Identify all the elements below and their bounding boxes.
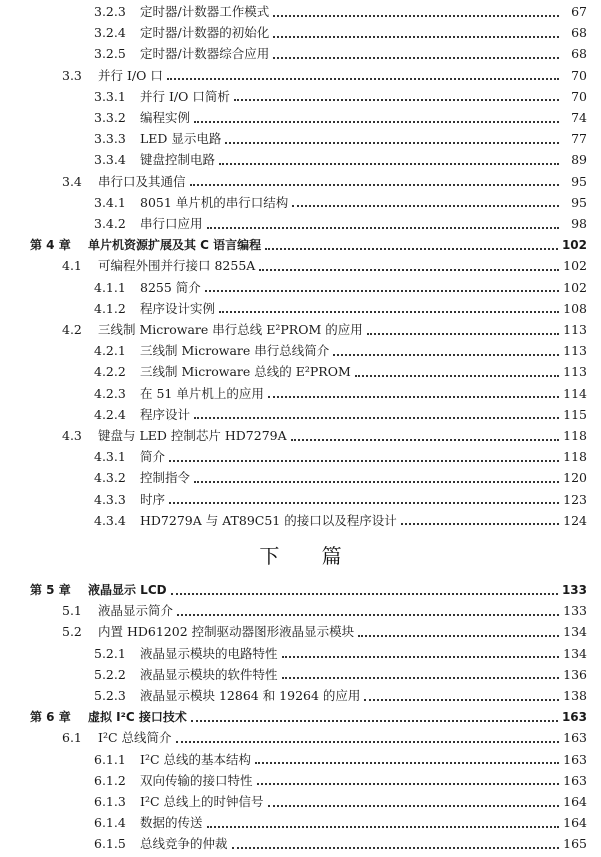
entry-title: LED 显示电路 <box>140 131 222 147</box>
entry-page-number: 133 <box>563 603 587 619</box>
entry-page-number: 113 <box>563 343 587 359</box>
entry-page-number: 138 <box>563 688 587 703</box>
entry-page-number: 74 <box>571 110 587 125</box>
toc-entry[interactable] <box>94 299 587 319</box>
dot-leader <box>169 501 559 504</box>
entry-title: 三线制 Microware 串行总线简介 <box>140 343 330 359</box>
entry-title: I²C 总线简介 <box>98 730 172 746</box>
entry-number: 5.2.1 <box>94 645 126 661</box>
entry-page-number: 102 <box>563 258 587 274</box>
entry-number: 3.3.3 <box>94 131 126 147</box>
entry-title: 在 51 单片机上的应用 <box>140 385 264 401</box>
entry-title: 程序设计 <box>140 406 191 422</box>
toc-entry[interactable] <box>94 2 587 22</box>
entry-number: 5.2 <box>62 624 82 640</box>
dot-leader <box>273 56 559 59</box>
entry-title: 内置 HD61202 控制驱动器图形液晶显示模块 <box>98 624 355 640</box>
entry-title: 总线竞争的仲裁 <box>140 836 228 852</box>
dot-leader <box>259 268 559 271</box>
toc-entry[interactable] <box>94 644 587 664</box>
toc-entry[interactable] <box>94 23 587 43</box>
entry-page-number: 95 <box>571 173 587 189</box>
entry-page-number: 163 <box>563 730 587 746</box>
entry-page-number: 77 <box>571 131 587 147</box>
dot-leader <box>225 141 559 144</box>
dot-leader <box>273 14 559 17</box>
entry-title: 单片机资源扩展及其 C 语言编程 <box>88 238 262 253</box>
dot-leader <box>205 289 559 292</box>
entry-page-number: 118 <box>563 428 587 443</box>
entry-number: 6.1.3 <box>94 794 126 809</box>
dot-leader <box>268 395 559 398</box>
entry-number: 3.3.4 <box>94 152 126 168</box>
entry-title: 三线制 Microware 串行总线 E²PROM 的应用 <box>98 322 363 337</box>
entry-number: 4.2.1 <box>94 343 126 359</box>
entry-number: 3.4 <box>62 173 82 189</box>
entry-title: 简介 <box>140 449 166 465</box>
toc-entry[interactable] <box>62 256 587 276</box>
dot-leader <box>268 804 560 807</box>
toc-entry[interactable] <box>62 622 587 642</box>
entry-title: 可编程外围并行接口 8255A <box>98 258 256 274</box>
entry-page-number: 113 <box>563 364 587 380</box>
dot-leader <box>265 247 558 250</box>
dot-leader <box>257 782 559 785</box>
entry-title: 键盘与 LED 控制芯片 HD7279A <box>98 428 287 443</box>
entry-title: 并行 I/O 口 <box>98 67 163 83</box>
toc-entry[interactable] <box>94 750 587 770</box>
dot-leader <box>367 332 559 335</box>
entry-page-number: 108 <box>563 300 587 316</box>
entry-page-number: 120 <box>563 470 587 486</box>
dot-leader <box>364 698 559 701</box>
dot-leader <box>207 226 559 229</box>
entry-page-number: 164 <box>563 794 587 809</box>
entry-title: 编程实例 <box>140 110 191 125</box>
toc-entry[interactable] <box>62 601 587 621</box>
entry-page-number: 95 <box>571 194 587 210</box>
toc-entry[interactable] <box>94 193 587 213</box>
entry-number: 3.2.5 <box>94 46 126 62</box>
entry-title: 串行口应用 <box>140 216 203 231</box>
entry-title: 液晶显示 LCD <box>88 583 167 597</box>
dot-leader <box>234 98 559 101</box>
entry-page-number: 133 <box>561 583 587 597</box>
dot-leader <box>169 459 559 462</box>
entry-title: 双向传输的接口特性 <box>140 772 253 788</box>
toc-entry[interactable] <box>94 834 587 854</box>
dot-leader <box>282 655 559 658</box>
dot-leader <box>219 310 559 313</box>
entry-number: 4.3.1 <box>94 449 126 465</box>
entry-page-number: 102 <box>561 238 587 253</box>
toc-entry[interactable] <box>94 362 587 382</box>
entry-number: 3.3.2 <box>94 110 126 125</box>
toc-entry[interactable] <box>94 44 587 64</box>
entry-title: 键盘控制电路 <box>140 152 216 168</box>
entry-number: 第 5 章 <box>30 583 71 597</box>
entry-number: 第 4 章 <box>30 238 71 253</box>
entry-title: 控制指令 <box>140 470 191 486</box>
entry-number: 3.3.1 <box>94 88 126 104</box>
entry-number: 4.3.3 <box>94 491 126 507</box>
dot-leader <box>176 740 560 743</box>
toc-entry[interactable] <box>94 686 587 706</box>
entry-number: 6.1.5 <box>94 836 126 852</box>
entry-number: 3.4.1 <box>94 194 126 210</box>
entry-page-number: 98 <box>571 216 587 231</box>
toc-entry[interactable] <box>62 728 587 748</box>
entry-title: 时序 <box>140 491 166 507</box>
dot-leader <box>177 613 559 616</box>
entry-page-number: 70 <box>571 67 587 83</box>
entry-title: 定时器/计数器的初始化 <box>140 25 270 41</box>
entry-title: HD7279A 与 AT89C51 的接口以及程序设计 <box>140 512 397 528</box>
entry-number: 5.1 <box>62 603 82 619</box>
dot-leader <box>273 35 559 38</box>
toc-entry[interactable] <box>62 320 587 340</box>
entry-page-number: 68 <box>571 46 587 62</box>
entry-title: I²C 总线上的时钟信号 <box>140 794 264 809</box>
dot-leader <box>171 592 558 595</box>
toc-entry[interactable] <box>62 426 587 446</box>
dot-leader <box>219 162 559 165</box>
entry-page-number: 124 <box>563 512 587 528</box>
dot-leader <box>167 77 559 80</box>
entry-number: 4.2 <box>62 322 82 337</box>
toc-entry[interactable] <box>94 87 587 107</box>
toc-entry[interactable] <box>94 129 587 149</box>
entry-page-number: 123 <box>563 491 587 507</box>
entry-title: 液晶显示简介 <box>98 603 174 619</box>
entry-number: 6.1.1 <box>94 751 126 767</box>
dot-leader <box>194 416 559 419</box>
entry-page-number: 114 <box>563 385 587 401</box>
toc-entry[interactable] <box>94 490 587 510</box>
toc-chapter[interactable] <box>30 707 587 727</box>
toc-chapter[interactable] <box>30 235 587 255</box>
entry-page-number: 165 <box>563 836 587 852</box>
entry-page-number: 70 <box>571 88 587 104</box>
entry-page-number: 118 <box>563 449 587 465</box>
entry-number: 5.2.2 <box>94 666 126 682</box>
dot-leader <box>190 183 559 186</box>
dot-leader <box>194 120 559 123</box>
dot-leader <box>255 761 559 764</box>
entry-number: 6.1.4 <box>94 815 126 831</box>
entry-title: 液晶显示模块 12864 和 19264 的应用 <box>140 688 361 703</box>
dot-leader <box>194 480 559 483</box>
entry-page-number: 164 <box>563 815 587 831</box>
entry-page-number: 115 <box>563 406 587 422</box>
toc-entry[interactable] <box>94 108 587 128</box>
entry-number: 6.1 <box>62 730 82 746</box>
dot-leader <box>401 522 559 525</box>
toc-entry[interactable] <box>94 813 587 833</box>
entry-title: 定时器/计数器综合应用 <box>140 46 270 62</box>
entry-number: 4.2.2 <box>94 364 126 380</box>
part-title: 下 篇 <box>259 544 360 568</box>
entry-page-number: 102 <box>563 279 587 295</box>
entry-page-number: 134 <box>563 624 587 640</box>
entry-page-number: 163 <box>563 772 587 788</box>
entry-number: 4.3.4 <box>94 512 126 528</box>
dot-leader <box>282 676 559 679</box>
entry-title: 并行 I/O 口简析 <box>140 88 230 104</box>
dot-leader <box>358 634 559 637</box>
toc-entry[interactable] <box>94 341 587 361</box>
toc-entry[interactable] <box>94 447 587 467</box>
dot-leader <box>232 846 559 849</box>
dot-leader <box>207 825 559 828</box>
toc-entry[interactable] <box>94 278 587 298</box>
entry-title: 虚拟 I²C 接口技术 <box>88 710 187 725</box>
entry-title: 三线制 Microware 总线的 E²PROM <box>140 364 351 380</box>
entry-number: 4.2.4 <box>94 406 126 422</box>
toc-entry[interactable] <box>94 665 587 685</box>
entry-title: 程序设计实例 <box>140 300 216 316</box>
toc-entry[interactable] <box>62 66 587 86</box>
dot-leader <box>291 438 559 441</box>
entry-number: 4.1 <box>62 258 82 274</box>
entry-number: 4.1.1 <box>94 279 126 295</box>
toc-entry[interactable] <box>94 792 587 812</box>
entry-number: 6.1.2 <box>94 772 126 788</box>
entry-number: 4.1.2 <box>94 300 126 316</box>
toc-entry[interactable] <box>94 511 587 531</box>
entry-page-number: 163 <box>561 710 587 725</box>
toc-entry[interactable] <box>94 150 587 170</box>
dot-leader <box>292 204 559 207</box>
entry-title: 定时器/计数器工作模式 <box>140 4 270 19</box>
entry-title: 串行口及其通信 <box>98 173 186 189</box>
entry-title: 数据的传送 <box>140 815 203 831</box>
entry-title: 8255 简介 <box>140 279 201 295</box>
entry-number: 4.2.3 <box>94 385 126 401</box>
entry-number: 3.3 <box>62 67 82 83</box>
dot-leader <box>355 374 559 377</box>
dot-leader <box>191 719 558 722</box>
toc-entry[interactable] <box>94 771 587 791</box>
entry-number: 第 6 章 <box>30 710 71 725</box>
entry-title: 8051 单片机的串行口结构 <box>140 194 289 210</box>
entry-title: 液晶显示模块的电路特性 <box>140 645 278 661</box>
entry-title: 液晶显示模块的软件特性 <box>140 666 278 682</box>
toc-entry[interactable] <box>62 172 587 192</box>
toc-entry[interactable] <box>94 468 587 488</box>
entry-number: 5.2.3 <box>94 688 126 703</box>
toc-entry[interactable] <box>94 405 587 425</box>
entry-number: 4.3.2 <box>94 470 126 486</box>
entry-number: 3.2.3 <box>94 4 126 19</box>
toc-chapter[interactable] <box>30 580 587 600</box>
entry-page-number: 89 <box>571 152 587 168</box>
entry-number: 3.2.4 <box>94 25 126 41</box>
entry-title: I²C 总线的基本结构 <box>140 751 251 767</box>
entry-page-number: 134 <box>563 645 587 661</box>
entry-page-number: 163 <box>563 751 587 767</box>
entry-page-number: 67 <box>571 4 587 19</box>
entry-number: 3.4.2 <box>94 216 126 231</box>
entry-page-number: 113 <box>563 322 587 337</box>
toc-entry[interactable] <box>94 384 587 404</box>
toc-entry[interactable] <box>94 214 587 234</box>
dot-leader <box>333 353 559 356</box>
entry-page-number: 68 <box>571 25 587 41</box>
entry-page-number: 136 <box>563 666 587 682</box>
entry-number: 4.3 <box>62 428 82 443</box>
